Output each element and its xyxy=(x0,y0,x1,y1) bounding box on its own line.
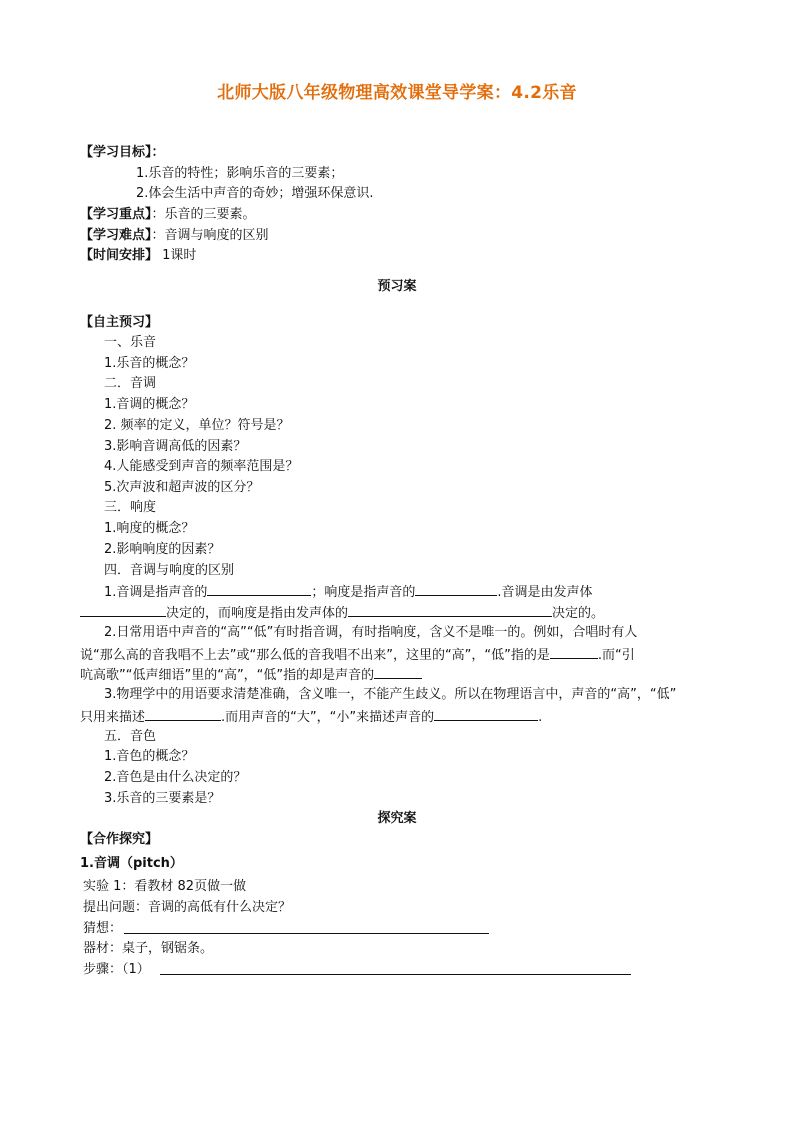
time-label: 【时间安排】 xyxy=(80,248,159,263)
experiment-1: 实验 1：看教材 82页做一做 xyxy=(83,879,247,894)
s2-question-4: 4.人能感受到声音的频率范围是？ xyxy=(104,459,299,474)
goal-item-2: 2.体会生活中声音的奇妙；增强环保意识. xyxy=(136,186,374,201)
key-label: 【学习重点】 xyxy=(80,207,152,222)
s1-heading: 一、乐音 xyxy=(104,335,157,350)
s4-paragraph-2-line-1: 2.日常用语中声音的“高”“低”有时指音调，有时指响度，含义不是唯一的。例如，合唱时有人 xyxy=(104,625,638,640)
fill-blank[interactable] xyxy=(348,604,552,617)
s3-heading: 三．响度 xyxy=(104,500,157,515)
steps-answer-line[interactable] xyxy=(160,974,631,975)
s4-p1-text-b: ；响度是指声音的 xyxy=(311,585,416,600)
ask-question: 提出问题：音调的高低有什么决定？ xyxy=(83,900,292,915)
time-text: 1课时 xyxy=(158,248,197,263)
s4-p2-text-c: 吭高歌”“低声细语”里的“高”，“低”指的却是声音的 xyxy=(80,668,375,683)
difficulty-text: ：音调与响度的区别 xyxy=(151,228,269,243)
difficulty xyxy=(80,228,269,244)
goal-colon: ： xyxy=(151,145,165,160)
s4-paragraph-1-line-2 xyxy=(80,604,604,622)
fill-blank[interactable] xyxy=(550,646,598,659)
fill-blank[interactable] xyxy=(434,708,538,721)
fill-blank[interactable] xyxy=(207,583,311,596)
s4-p1-text-e: 决定的。 xyxy=(552,606,605,621)
s2-question-3: 3.影响音调高低的因素？ xyxy=(104,439,247,454)
key-text: ：乐音的三要素。 xyxy=(151,207,256,222)
s5-heading: 五．音色 xyxy=(104,729,157,744)
guess-answer-line[interactable] xyxy=(124,933,489,934)
s4-paragraph-3-line-1: 3.物理学中的用语要求清楚准确，含义唯一，不能产生歧义。所以在物理语言中，声音的“高”，“低” xyxy=(104,687,677,702)
fill-blank[interactable] xyxy=(415,583,497,596)
goal-label: 【学习目标】 xyxy=(80,145,152,160)
s1-question-1: 1.乐音的概念？ xyxy=(104,356,195,371)
steps-label: 步骤：（1） xyxy=(83,962,150,977)
fill-blank[interactable] xyxy=(145,708,221,721)
equipment: 器材：桌子，钢锯条。 xyxy=(83,941,214,956)
s4-p2-text-a: 说“那么高的音我唱不上去”或“那么低的音我唱不出来”，这里的“高”，“低”指的是 xyxy=(80,648,550,663)
document-title: 北师大版八年级物理高效课堂导学案：4.2乐音 xyxy=(217,83,577,103)
s4-paragraph-3-line-2 xyxy=(80,708,542,726)
s4-paragraph-2-line-3 xyxy=(80,666,422,684)
s4-heading: 四．音调与响度的区别 xyxy=(104,563,235,578)
key-points xyxy=(80,207,256,223)
fill-blank[interactable] xyxy=(80,604,166,617)
s3-question-2: 2.影响响度的因素？ xyxy=(104,542,221,557)
guess-label: 猜想： xyxy=(83,921,123,936)
s5-question-2: 2.音色是由什么决定的？ xyxy=(104,770,247,785)
time-arrangement xyxy=(80,248,196,264)
s4-p3-text-c: . xyxy=(538,710,543,725)
s4-p1-text-a: 1.音调是指声音的 xyxy=(104,585,208,600)
preview-section-title: 预习案 xyxy=(377,279,417,294)
s4-paragraph-1-line-1 xyxy=(104,583,593,601)
s4-p3-text-a: 只用来描述 xyxy=(80,710,146,725)
fill-blank[interactable] xyxy=(374,666,422,679)
s2-question-1: 1.音调的概念？ xyxy=(104,397,195,412)
coop-explore-label: 【合作探究】 xyxy=(80,832,159,847)
difficulty-label: 【学习难点】 xyxy=(80,228,152,243)
s3-question-1: 1.响度的概念？ xyxy=(104,521,195,536)
s4-p2-text-b: .而“引 xyxy=(597,648,635,663)
s4-p1-text-c: .音调是由发声体 xyxy=(497,585,593,600)
goal-item-1: 1.乐音的特性；影响乐音的三要素； xyxy=(136,166,344,181)
s2-heading: 二．音调 xyxy=(104,376,157,391)
s2-question-2: 2. 频率的定义，单位？符号是？ xyxy=(104,418,290,433)
s4-p3-text-b: .而用声音的“大”，“小”来描述声音的 xyxy=(221,710,435,725)
s2-question-5: 5.次声波和超声波的区分？ xyxy=(104,480,260,495)
goal-heading xyxy=(80,145,165,161)
s5-question-1: 1.音色的概念？ xyxy=(104,749,195,764)
s5-question-3: 3.乐音的三要素是？ xyxy=(104,791,221,806)
self-preview-label: 【自主预习】 xyxy=(80,315,159,330)
pitch-topic-heading: 1.音调（pitch） xyxy=(80,856,183,871)
s4-paragraph-2-line-2 xyxy=(80,646,635,664)
explore-section-title: 探究案 xyxy=(377,811,417,826)
s4-p1-text-d: 决定的，而响度是指由发声体的 xyxy=(166,606,349,621)
